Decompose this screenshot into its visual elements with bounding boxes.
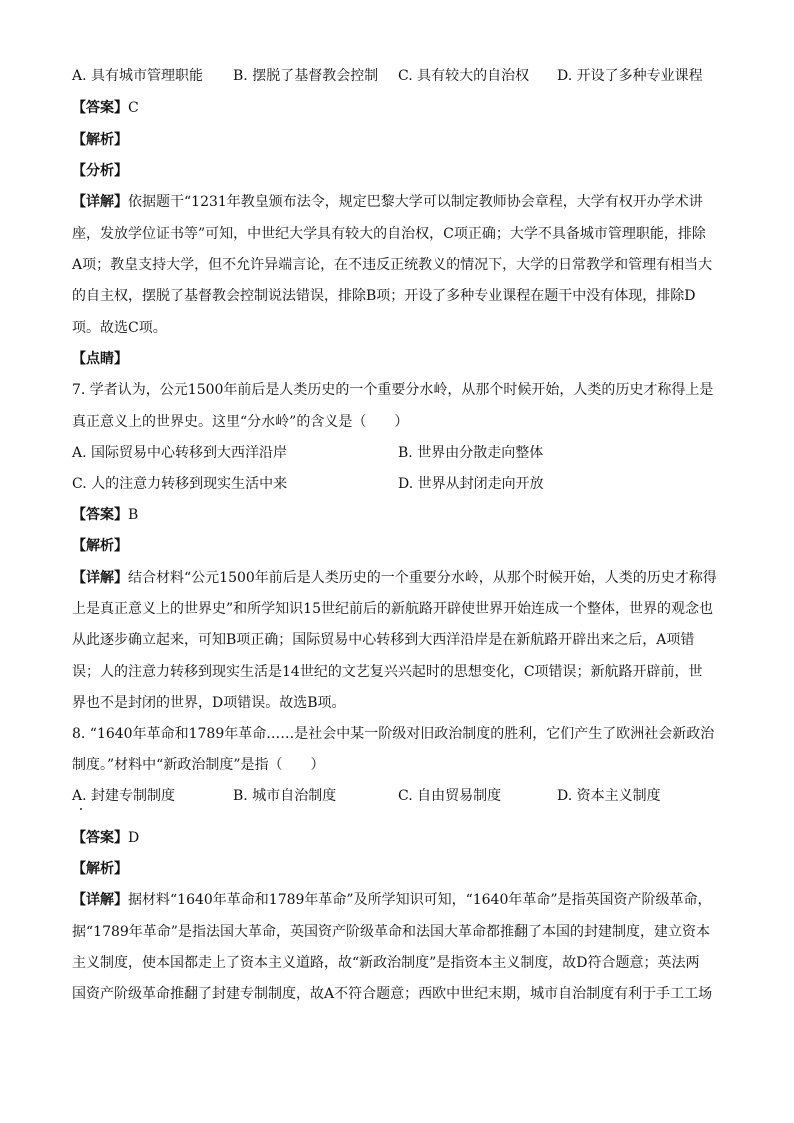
q7-answer — [72, 505, 138, 525]
answer-label: 【答案】 — [72, 100, 128, 116]
detail-text: 依据题干“1231年教皇颁布法令，规定巴黎大学可以制定教师协会章程，大学有权开办学术讲 — [128, 194, 703, 210]
q7-stem-line-2: 真正意义上的世界史。这里“分水岭”的含义是（ ） — [72, 414, 409, 430]
q8-answer — [72, 828, 139, 848]
q7-stem-line-1: 7. 学者认为，公元1500年前后是人类历史的一个重要分水岭，从那个时候开始，人类的历史才称得上是 — [72, 382, 714, 398]
q6-option-a: A. 具有城市管理职能 — [72, 68, 204, 84]
q6-dianjing-label: 【点睛】 — [72, 351, 128, 367]
stray-dot — [80, 808, 82, 810]
answer-value: C — [128, 100, 139, 116]
q7-detail-line-4: 误；人的注意力转移到现实生活是14世纪的文艺复兴兴起时的思想变化，C项错误；新航路开辟前，世 — [72, 664, 703, 680]
answer-label: 【答案】 — [72, 507, 128, 523]
detail-label: 【详解】 — [72, 570, 128, 586]
q8-option-a: A. 封建专制制度 — [72, 788, 176, 804]
q8-detail-line-3: 主义制度，使本国都走上了资本主义道路，故“新政治制度”是指资本主义制度，故D符合题意；英法两 — [72, 955, 700, 971]
q7-analysis-label: 【解析】 — [72, 538, 128, 554]
q7-detail-line-2: 上是真正意义上的世界史”和所学知识15世纪前后的新航路开辟使世界开始连成一个整体，世界的观念也 — [72, 601, 713, 617]
q8-option-b: B. 城市自治制度 — [233, 788, 337, 804]
detail-label: 【详解】 — [72, 194, 128, 210]
q7-option-b: B. 世界由分散走向整体 — [398, 445, 544, 461]
q7-option-c: C. 人的注意力转移到现实生活中来 — [72, 476, 288, 492]
q7-option-a: A. 国际贸易中心转移到大西洋沿岸 — [72, 445, 288, 461]
detail-text: 结合材料“公元1500年前后是人类历史的一个重要分水岭，从那个时候开始，人类的历史才称得 — [128, 570, 717, 586]
q8-option-d: D. 资本主义制度 — [557, 788, 661, 804]
answer-label: 【答案】 — [72, 830, 128, 846]
q6-option-b: B. 摆脱了基督教会控制 — [233, 68, 379, 84]
q6-analysis-label: 【解析】 — [72, 132, 128, 148]
q6-option-c: C. 具有较大的自治权 — [398, 68, 530, 84]
q8-detail-line-2: 据“1789年革命”是指法国大革命，英国资产阶级革命和法国大革命都推翻了本国的封建制度，建立资本 — [72, 924, 710, 940]
q7-detail-line-3: 从此逐步确立起来，可知B项正确；国际贸易中心转移到大西洋沿岸是在新航路开辟出来之后，A项错 — [72, 632, 695, 648]
q8-detail-line-1 — [72, 890, 712, 910]
q6-detail-line-4: 的自主权，摆脱了基督教会控制说法错误，排除B项；开设了多种专业课程在题干中没有体现，排除D — [72, 288, 696, 304]
q6-detail-line-2: 座，发放学位证书等”可知，中世纪大学具有较大的自治权，C项正确；大学不具备城市管理职能，排除 — [72, 226, 706, 242]
q6-detail-line-3: A项；教皇支持大学，但不允许异端言论，在不违反正统教义的情况下，大学的日常教学和管理有相当大 — [72, 257, 713, 273]
q8-analysis-label: 【解析】 — [72, 861, 128, 877]
q7-detail-line-5: 界也不是封闭的世界，D项错误。故选B项。 — [72, 695, 346, 711]
q6-fenxi-label: 【分析】 — [72, 163, 128, 179]
q6-detail-line-1 — [72, 192, 703, 212]
answer-value: D — [128, 830, 140, 846]
answer-value: B — [128, 507, 139, 523]
q8-stem-line-1: 8. “1640年革命和1789年革命……是社会中某一阶级对旧政治制度的胜利，它们产生了欧洲社会新政治 — [72, 726, 715, 742]
q7-option-d: D. 世界从封闭走向开放 — [398, 476, 544, 492]
q6-detail-line-5: 项。故选C项。 — [72, 320, 167, 336]
detail-text: 据材料“1640年革命和1789年革命”及所学知识可知，“1640年革命”是指英国资产阶级革命， — [128, 892, 712, 908]
q6-answer — [72, 98, 139, 118]
q8-option-c: C. 自由贸易制度 — [398, 788, 502, 804]
q8-stem-line-2: 制度。”材料中“新政治制度”是指（ ） — [72, 757, 325, 773]
q7-detail-line-1 — [72, 568, 717, 588]
detail-label: 【详解】 — [72, 892, 128, 908]
q6-option-d: D. 开设了多种专业课程 — [557, 68, 703, 84]
q8-detail-line-4: 国资产阶级革命推翻了封建专制制度，故A不符合题意；西欧中世纪末期，城市自治制度有利于手工工场 — [72, 986, 713, 1002]
